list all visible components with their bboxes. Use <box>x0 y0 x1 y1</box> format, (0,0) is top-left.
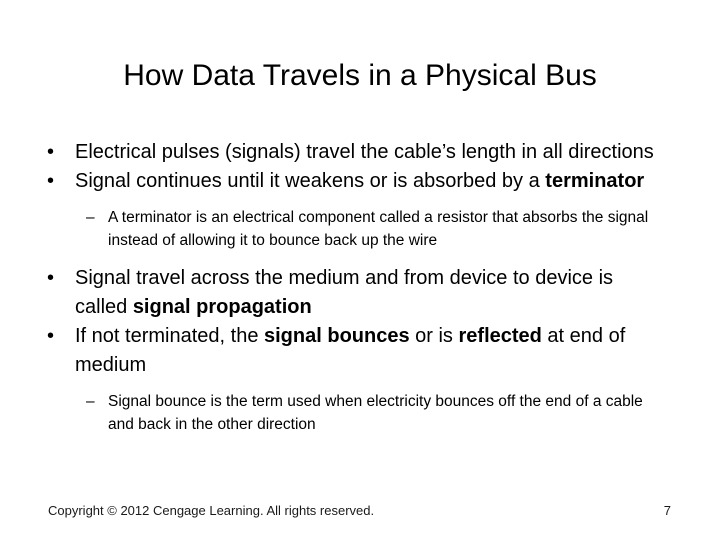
bullet-text-start: If not terminated, the <box>75 325 264 347</box>
bullet-marker: • <box>47 325 55 347</box>
bullet-text-end: at end of medium <box>75 325 626 376</box>
slide-content <box>0 138 720 436</box>
sub-bullet-text: A terminator is an electrical component called a resistor that absorbs the signal instead of allowing it to bounce back up the wire <box>108 209 649 249</box>
bullet-marker: • <box>47 170 55 192</box>
sub-bullet-text: Signal bounce is the term used when electricity bounces off the end of a cable and back in the other direction <box>108 393 643 433</box>
bold-term-signal-bounces: signal bounces <box>264 325 410 347</box>
bold-term-signal-propagation: signal propagation <box>132 296 312 318</box>
bold-term-reflected: reflected <box>458 325 542 347</box>
dash-marker: – <box>86 209 95 226</box>
page-number: 7 <box>663 503 671 518</box>
bullet-marker: • <box>47 267 55 289</box>
dash-marker: – <box>86 393 95 410</box>
bullet-text: Signal travel across the medium and from device to device is called <box>75 267 614 318</box>
bullet-electrical-pulses <box>0 138 720 167</box>
bullet-signal-continues <box>0 167 720 196</box>
bullet-text: Electrical pulses (signals) travel the cable’s length in all directions <box>75 141 654 163</box>
sub-bullet-signal-bounce-definition <box>0 390 720 436</box>
bullet-signal-propagation <box>0 264 720 322</box>
bullet-text-middle: or is <box>409 325 459 347</box>
bullet-text: Signal continues until it weakens or is absorbed by a <box>75 170 546 192</box>
copyright-footer: Copyright © 2012 Cengage Learning. All rights reserved. <box>48 503 375 518</box>
bold-term-terminator: terminator <box>545 170 645 192</box>
bullet-marker: • <box>47 141 55 163</box>
sub-bullet-terminator-definition <box>0 206 720 252</box>
bullet-not-terminated <box>0 322 720 380</box>
slide-title: How Data Travels in a Physical Bus <box>123 59 597 92</box>
